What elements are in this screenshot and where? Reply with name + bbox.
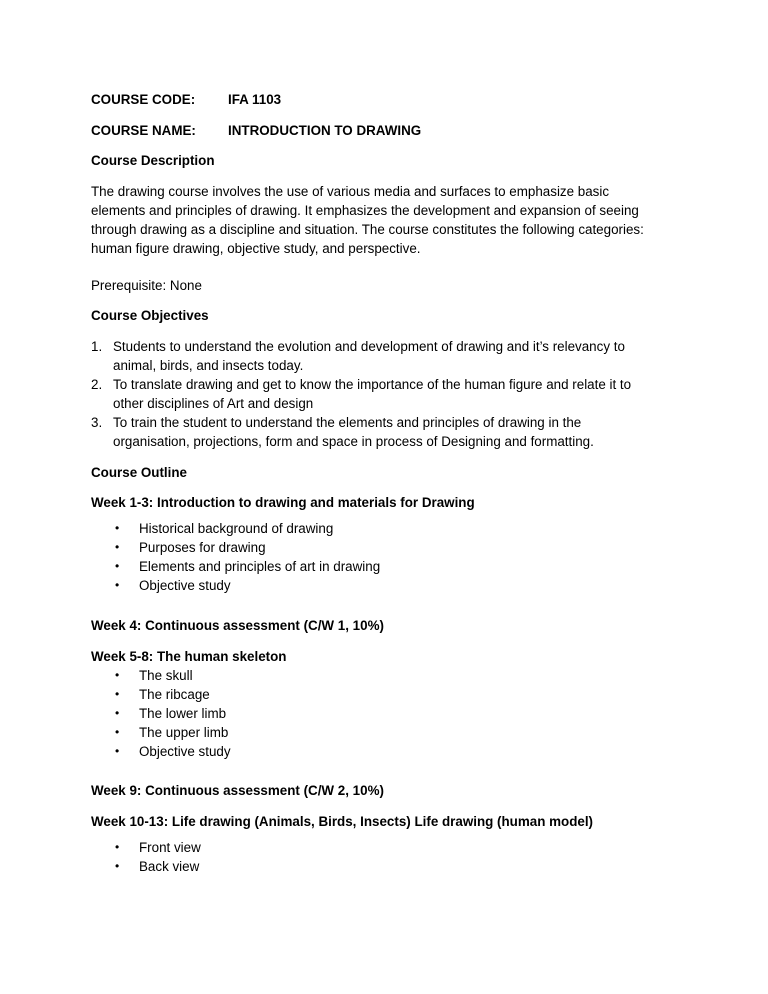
- objective-number: 3.: [91, 415, 103, 430]
- bullet-icon: •: [115, 559, 120, 573]
- objective-2-line-1: To translate drawing and get to know the importance of the human figure and relate it to: [113, 377, 632, 392]
- description-line-3: through drawing as a discipline and situation. The course constitutes the following categories:: [91, 222, 644, 237]
- objective-number: 1.: [91, 339, 103, 354]
- objective-3-line-2: organisation, projections, form and space in process of Designing and formatting.: [113, 434, 594, 449]
- course-description-heading: Course Description: [91, 153, 215, 168]
- course-name-value: INTRODUCTION TO DRAWING: [228, 123, 422, 138]
- bullet-icon: •: [115, 540, 120, 554]
- week-4-title: Week 4: Continuous assessment (C/W 1, 10%): [91, 618, 384, 633]
- week-10-13-title: Week 10-13: Life drawing (Animals, Birds, Insects) Life drawing (human model): [91, 814, 593, 829]
- week-1-3-title: Week 1-3: Introduction to drawing and materials for Drawing: [91, 495, 475, 510]
- bullet-icon: •: [115, 840, 120, 854]
- bullet-icon: •: [115, 859, 120, 873]
- objective-number: 2.: [91, 377, 103, 392]
- course-outline-heading: Course Outline: [91, 465, 187, 480]
- bullet-icon: •: [115, 687, 120, 701]
- week-5-8-title: Week 5-8: The human skeleton: [91, 649, 287, 664]
- bullet-icon: •: [115, 725, 120, 739]
- bullet-icon: •: [115, 668, 120, 682]
- bullet-icon: •: [115, 706, 120, 720]
- document-page: COURSE CODE: IFA 1103 COURSE NAME: INTRODUCTION TO DRAWING Course Description The drawing course involves the use of various media and surfaces to emphasize basic elements and principles of drawing. It emphasizes the development and expansion of seeing through drawing as a discipline and situation. The course constitutes the following categories: human figure drawing, objective study, and perspective. Prerequisite: None Course Objectives 1. Students to understand the evolution and development of drawing and it’s relevancy to animal, birds, and insects today. 2. To translate drawing and get to know the importance of the human figure and relate it to other disciplines of Art and design 3. To train the student to understand the elements and principles of drawing in the organisation, projections, form and space in process of Designing and formatting. Course Outline Week 1-3: Introduction to drawing and materials for Drawing • Historical background of drawing • Purposes for drawing • Elements and principles of art in drawing • Objective study Week 4: Continuous assessment (C/W 1, 10%) Week 5-8: The human skeleton • The skull • The ribcage • The lower limb • The upper limb • Objective study Week 9: Continuous assessment (C/W 2, 10%) Week 10-13: Life drawing (Animals, Birds, Insects) Life drawing (human model) • Front view • Back view: [0, 0, 768, 994]
- course-objectives-heading: Course Objectives: [91, 308, 209, 323]
- week-9-title: Week 9: Continuous assessment (C/W 2, 10%): [91, 783, 384, 798]
- bullet-icon: •: [115, 578, 120, 592]
- course-code-label: COURSE CODE:: [91, 92, 196, 107]
- bullet-icon: •: [115, 744, 120, 758]
- course-code-value: IFA 1103: [228, 92, 282, 107]
- objective-2-line-2: other disciplines of Art and design: [113, 396, 314, 411]
- prerequisite-text: Prerequisite: None: [91, 278, 202, 293]
- objective-3-line-1: To train the student to understand the elements and principles of drawing in the: [113, 415, 582, 430]
- description-line-1: The drawing course involves the use of various media and surfaces to emphasize basic: [91, 184, 610, 199]
- course-name-label: COURSE NAME:: [91, 123, 196, 138]
- description-line-4: human figure drawing, objective study, and perspective.: [91, 241, 421, 256]
- objective-1-line-2: animal, birds, and insects today.: [113, 358, 304, 373]
- bullet-icon: •: [115, 521, 120, 535]
- objective-1-line-1: Students to understand the evolution and development of drawing and it’s relevancy to: [113, 339, 625, 354]
- description-line-2: elements and principles of drawing. It emphasizes the development and expansion of seeing: [91, 203, 639, 218]
